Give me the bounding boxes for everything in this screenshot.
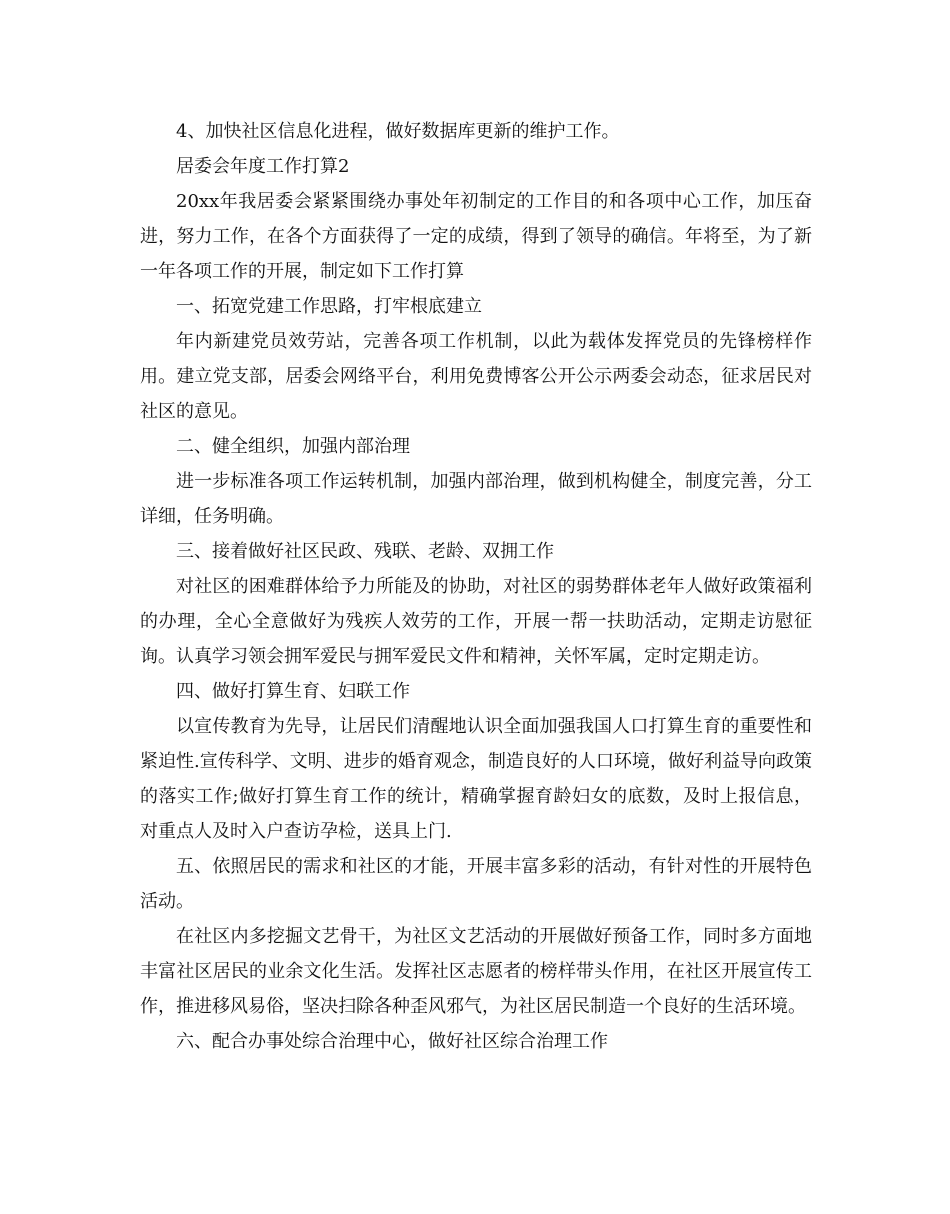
section-body-1: 年内新建党员效劳站，完善各项工作机制，以此为载体发挥党员的先锋榜样作用。建立党支部，居委会网络平台，利用免费博客公开公示两委会动态，征求居民对社区的意见。 <box>140 331 812 422</box>
section-body-3: 对社区的困难群体给予力所能及的协助，对社区的弱势群体老年人做好政策福利的办理，全心全意做好为残疾人效劳的工作，开展一帮一扶助活动，定期走访慰征询。认真学习领会拥军爱民与拥军爱民文件和精神，关怀军属，定时定期走访。 <box>140 576 812 667</box>
section-body-2: 进一步标准各项工作运转机制，加强内部治理，做到机构健全，制度完善，分工详细，任务明确。 <box>140 471 812 527</box>
paragraph-heading-plan-2: 居委会年度工作打算2 <box>176 156 350 177</box>
section-body-4: 以宣传教育为先导，让居民们清醒地认识全面加强我国人口打算生育的重要性和紧迫性.宣传科学、文明、进步的婚育观念，制造良好的人口环境，做好利益导向政策的落实工作;做好打算生育工作的统计，精确掌握育龄妇女的底数，及时上报信息，对重点人及时入户查访孕检，送具上门. <box>140 716 812 842</box>
paragraph-item-4: 4、加快社区信息化进程，做好数据库更新的维护工作。 <box>176 121 620 142</box>
paragraph-intro: 20xx年我居委会紧紧围绕办事处年初制定的工作目的和各项中心工作，加压奋进，努力工作，在各个方面获得了一定的成绩，得到了领导的确信。年将至，为了新一年各项工作的开展，制定如下工作打算 <box>140 191 812 282</box>
section-heading-4: 四、做好打算生育、妇联工作 <box>176 681 410 702</box>
section-heading-3: 三、接着做好社区民政、残联、老龄、双拥工作 <box>176 541 554 562</box>
section-body-5: 在社区内多挖掘文艺骨干，为社区文艺活动的开展做好预备工作，同时多方面地丰富社区居民的业余文化生活。发挥社区志愿者的榜样带头作用，在社区开展宣传工作，推进移风易俗，坚决扫除各种歪风邪气，为社区居民制造一个良好的生活环境。 <box>140 926 812 1017</box>
section-heading-5: 五、依照居民的需求和社区的才能，开展丰富多彩的活动，有针对性的开展特色活动。 <box>140 856 812 912</box>
section-heading-6: 六、配合办事处综合治理中心，做好社区综合治理工作 <box>176 1031 608 1052</box>
section-heading-1: 一、拓宽党建工作思路，打牢根底建立 <box>176 296 482 317</box>
section-heading-2: 二、健全组织，加强内部治理 <box>176 436 410 457</box>
document-body <box>140 114 812 1059</box>
